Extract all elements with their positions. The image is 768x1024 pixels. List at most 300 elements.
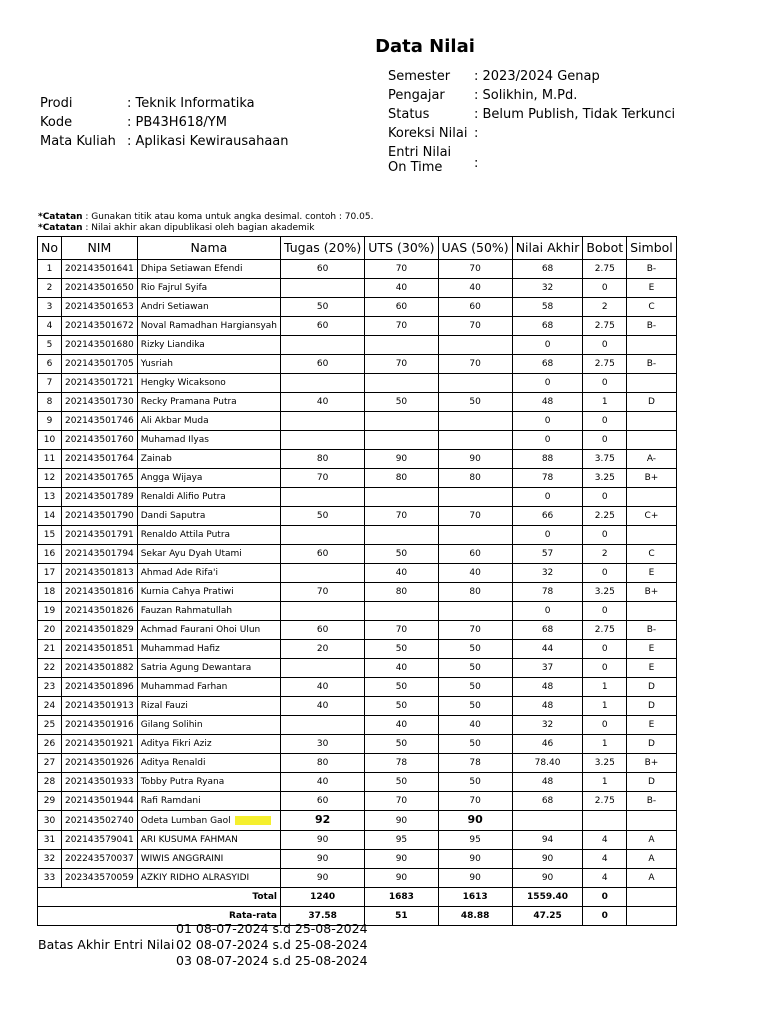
cell-value: Muhamad Ilyas [140,435,209,445]
cell-bobot [583,583,627,602]
cell-value: 26 [43,739,56,749]
cell-value: 8 [46,397,53,407]
cell-uts[interactable] [365,850,438,869]
cell-no [38,754,62,773]
cell-uts[interactable] [365,298,438,317]
cell-value: Ali Akbar Muda [140,416,209,426]
info-label-line1: Entri Nilai [388,145,452,160]
cell-bobot [583,507,627,526]
cell-value: 16 [43,549,56,559]
cell-tugas[interactable] [281,621,365,640]
cell-nama [137,260,280,279]
cell-value: 202143501721 [65,378,134,388]
cell-value: 202143501882 [65,663,134,673]
cell-nilai-akhir [512,678,583,697]
cell-nim [62,659,138,678]
cell-uas[interactable] [438,260,512,279]
cell-nim [62,735,138,754]
cell-uas[interactable] [438,640,512,659]
cell-uts[interactable] [365,279,438,298]
cell-value: Renaldi Alifio Putra [140,492,226,502]
cell-no [38,393,62,412]
cell-bobot [583,831,627,850]
cell-simbol [627,678,677,697]
table-row [38,831,677,850]
cell-tugas[interactable] [281,393,365,412]
cell-simbol [627,869,677,888]
cell-no [38,602,62,621]
cell-value: 3.25 [594,758,615,768]
cell-bobot [583,545,627,564]
cell-uas[interactable] [438,298,512,317]
cell-uas[interactable] [438,792,512,811]
cell-value: 202143501730 [65,397,134,407]
cell-value: 20 [43,625,56,635]
cell-tugas[interactable] [281,279,365,298]
cell-uas[interactable] [438,583,512,602]
cell-value: 29 [43,796,56,806]
cell-no [38,869,62,888]
cell-value: E [648,720,655,730]
cell-value: 66 [541,511,554,521]
cell-nama [137,602,280,621]
summary-value: 47.25 [512,907,583,926]
cell-simbol [627,754,677,773]
cell-uas[interactable] [438,716,512,735]
cell-tugas[interactable] [281,773,365,792]
cell-value: 30 [316,739,329,749]
cell-nim [62,431,138,450]
note-line [38,223,373,234]
cell-simbol [627,488,677,507]
cell-value: 50 [469,739,481,749]
cell-simbol [627,583,677,602]
info-label: Status [388,107,430,122]
cell-tugas[interactable] [281,507,365,526]
cell-value: 78 [541,587,554,597]
table-row [38,659,677,678]
cell-tugas[interactable] [281,640,365,659]
cell-value: 50 [316,302,329,312]
cell-uas[interactable] [438,412,512,431]
cell-uts[interactable] [365,431,438,450]
cell-value: Satria Agung Dewantara [140,663,252,673]
cell-value: 40 [395,568,408,578]
cell-value: 46 [541,739,554,749]
table-row [38,640,677,659]
cell-value: Rizky Liandika [140,340,205,350]
cell-value: A- [646,454,657,464]
cell-tugas[interactable] [281,374,365,393]
cell-tugas[interactable] [281,526,365,545]
cell-value: 95 [395,835,408,845]
cell-value: 202143501896 [65,682,134,692]
cell-uas[interactable] [438,317,512,336]
cell-uts[interactable] [365,678,438,697]
cell-uas[interactable] [438,773,512,792]
cell-bobot [583,450,627,469]
cell-uas[interactable] [438,507,512,526]
cell-value: 2.25 [594,511,615,521]
cell-nilai-akhir [512,393,583,412]
cell-value: Yusriah [140,359,173,369]
cell-nilai-akhir [512,811,583,831]
cell-uas[interactable] [438,488,512,507]
cell-value: 202143501760 [65,435,134,445]
cell-nim [62,697,138,716]
summary-value: 1683 [365,888,438,907]
cell-no [38,773,62,792]
cell-value: Renaldo Attila Putra [140,530,231,540]
cell-nilai-akhir [512,317,583,336]
cell-value: 32 [541,720,554,730]
cell-tugas[interactable] [281,716,365,735]
cell-no [38,792,62,811]
cell-uts[interactable] [365,640,438,659]
cell-tugas[interactable] [281,678,365,697]
cell-tugas[interactable] [281,469,365,488]
cell-uas[interactable] [438,621,512,640]
cell-bobot [583,773,627,792]
cell-no [38,811,62,831]
cell-value: 0 [544,416,551,426]
cell-uts[interactable] [365,336,438,355]
cell-value: Noval Ramadhan Hargiansyah [140,321,278,331]
cell-uas[interactable] [438,831,512,850]
cell-value: AZKIY RIDHO ALRASYIDI [140,873,250,883]
cell-nama [137,507,280,526]
cell-uts[interactable] [365,773,438,792]
cell-value: B+ [644,473,659,483]
cell-uts[interactable] [365,754,438,773]
cell-value: 2.75 [594,264,615,274]
cell-value: Dandi Saputra [140,511,206,521]
cell-value: 90 [395,815,408,826]
cell-uts[interactable] [365,659,438,678]
cell-value: 202143579041 [65,835,134,845]
cell-tugas[interactable] [281,792,365,811]
cell-value: 78.40 [534,758,561,768]
cell-tugas[interactable] [281,831,365,850]
cell-tugas[interactable] [281,869,365,888]
cell-value: 2 [601,302,608,312]
column-header: No [38,237,62,260]
cell-value: 3 [46,302,53,312]
cell-nilai-akhir [512,792,583,811]
cell-uts[interactable] [365,317,438,336]
cell-nilai-akhir [512,298,583,317]
cell-simbol [627,298,677,317]
cell-simbol [627,545,677,564]
cell-value: 11 [43,454,56,464]
cell-uts[interactable] [365,869,438,888]
cell-tugas[interactable] [281,583,365,602]
summary-value: 37.58 [281,907,365,926]
cell-nama [137,336,280,355]
cell-value: 50 [395,701,408,711]
cell-uas[interactable] [438,811,512,831]
cell-nama [137,831,280,850]
cell-value: 40 [469,568,481,578]
cell-uas[interactable] [438,336,512,355]
cell-value: C+ [644,511,659,521]
cell-nama [137,697,280,716]
cell-value: Zainab [140,454,172,464]
cell-value: Rio Fajrul Syifa [140,283,208,293]
cell-tugas[interactable] [281,298,365,317]
cell-uts[interactable] [365,526,438,545]
cell-uts[interactable] [365,583,438,602]
cell-uas[interactable] [438,393,512,412]
cell-value: 24 [43,701,56,711]
cell-value: 90 [541,873,554,883]
cell-value: A [648,835,655,845]
cell-nama [137,431,280,450]
cell-tugas[interactable] [281,336,365,355]
cell-tugas[interactable] [281,735,365,754]
cell-nama [137,393,280,412]
cell-value: 48 [541,701,554,711]
cell-nilai-akhir [512,697,583,716]
cell-simbol [627,260,677,279]
cell-value: E [648,568,655,578]
cell-value: 68 [541,796,554,806]
cell-value: 50 [316,511,329,521]
cell-uts[interactable] [365,564,438,583]
table-row [38,469,677,488]
cell-value: 1 [601,777,608,787]
table-row [38,773,677,792]
cell-value: 94 [541,835,554,845]
cell-tugas[interactable] [281,850,365,869]
cell-uas[interactable] [438,526,512,545]
cell-value: 50 [395,739,408,749]
cell-uas[interactable] [438,431,512,450]
cell-nim [62,488,138,507]
cell-uts[interactable] [365,792,438,811]
cell-bobot [583,792,627,811]
cell-uts[interactable] [365,831,438,850]
cell-value: 33 [43,873,56,883]
cell-value: 50 [469,777,481,787]
cell-value: 70 [395,796,408,806]
cell-nim [62,583,138,602]
cell-nama [137,640,280,659]
cell-tugas[interactable] [281,260,365,279]
cell-value: 22 [43,663,56,673]
cell-uas[interactable] [438,697,512,716]
notes [38,212,373,233]
cell-simbol [627,659,677,678]
cell-uas[interactable] [438,374,512,393]
cell-uts[interactable] [365,393,438,412]
cell-value: 25 [43,720,56,730]
cell-bobot [583,735,627,754]
cell-tugas[interactable] [281,697,365,716]
cell-uts[interactable] [365,450,438,469]
cell-uts[interactable] [365,488,438,507]
cell-value: 40 [395,720,408,730]
cell-value: 50 [395,777,408,787]
note-line [38,212,373,223]
cell-bobot [583,697,627,716]
cell-tugas[interactable] [281,659,365,678]
cell-value: 60 [469,549,481,559]
table-row [38,355,677,374]
cell-value: 80 [395,473,408,483]
cell-uts[interactable] [365,374,438,393]
cell-uas[interactable] [438,602,512,621]
note-label: *Catatan [38,212,83,222]
cell-value: 202243570037 [65,854,134,864]
cell-nim [62,336,138,355]
cell-uts[interactable] [365,811,438,831]
cell-value: 80 [395,587,408,597]
cell-uts[interactable] [365,469,438,488]
cell-nilai-akhir [512,545,583,564]
table-row [38,317,677,336]
cell-nama [137,450,280,469]
cell-nilai-akhir [512,431,583,450]
cell-nim [62,811,138,831]
cell-uas[interactable] [438,869,512,888]
cell-uas[interactable] [438,450,512,469]
cell-simbol [627,697,677,716]
table-row [38,716,677,735]
cell-value: 70 [469,359,481,369]
info-label: Pengajar [388,88,445,103]
cell-value: 19 [43,606,56,616]
cell-value: 202343570059 [65,873,134,883]
cell-no [38,412,62,431]
cell-value: 0 [601,663,608,673]
cell-nim [62,393,138,412]
cell-value: 40 [469,283,481,293]
cell-value: 78 [395,758,408,768]
cell-uts[interactable] [365,621,438,640]
cell-nim [62,374,138,393]
cell-value: Hengky Wicaksono [140,378,226,388]
info-label: Koreksi Nilai [388,126,468,141]
table-row [38,260,677,279]
cell-nim [62,260,138,279]
cell-value: 15 [43,530,56,540]
highlight-mark [235,816,271,825]
cell-tugas[interactable] [281,488,365,507]
table-row [38,754,677,773]
cell-nim [62,792,138,811]
cell-uas[interactable] [438,850,512,869]
table-row [38,488,677,507]
cell-value: 202143501650 [65,283,134,293]
cell-value: 202143501851 [65,644,134,654]
cell-uts[interactable] [365,412,438,431]
cell-value: 60 [316,625,329,635]
cell-value: 4 [601,873,608,883]
column-header: NIM [62,237,138,260]
cell-value: Ahmad Ade Rifa'i [140,568,218,578]
cell-uts[interactable] [365,602,438,621]
cell-nama [137,469,280,488]
cell-value: 1 [46,264,53,274]
cell-value: 202143501794 [65,549,134,559]
table-row [38,869,677,888]
cell-value: 40 [316,397,329,407]
cell-tugas[interactable] [281,431,365,450]
cell-tugas[interactable] [281,602,365,621]
cell-uas[interactable] [438,659,512,678]
table-header-row [38,237,677,260]
cell-tugas[interactable] [281,545,365,564]
cell-no [38,545,62,564]
cell-uas[interactable] [438,735,512,754]
column-header: Nama [137,237,280,260]
cell-nilai-akhir [512,355,583,374]
cell-value: 57 [541,549,554,559]
table-row [38,564,677,583]
info-label: Prodi [40,96,73,111]
cell-uts[interactable] [365,716,438,735]
cell-nim [62,640,138,659]
cell-uas[interactable] [438,564,512,583]
cell-value: B+ [644,758,659,768]
cell-uas[interactable] [438,754,512,773]
cell-tugas[interactable] [281,355,365,374]
cell-tugas[interactable] [281,317,365,336]
cell-bobot [583,850,627,869]
cell-value: 0 [601,492,608,502]
cell-uts[interactable] [365,735,438,754]
info-row-prodi [40,96,288,115]
cell-tugas[interactable] [281,412,365,431]
cell-value: 60 [316,796,329,806]
cell-value: 90 [316,835,329,845]
cell-tugas[interactable] [281,811,365,831]
cell-tugas[interactable] [281,564,365,583]
cell-value: 32 [43,854,56,864]
cell-uas[interactable] [438,469,512,488]
cell-uts[interactable] [365,697,438,716]
cell-value: 202143501641 [65,264,134,274]
cell-no [38,735,62,754]
cell-nilai-akhir [512,260,583,279]
cell-tugas[interactable] [281,450,365,469]
cell-value: 80 [469,473,481,483]
cell-value: 78 [541,473,554,483]
cell-value: 60 [469,302,481,312]
cell-uas[interactable] [438,678,512,697]
cell-uts[interactable] [365,507,438,526]
cell-simbol [627,621,677,640]
cell-uts[interactable] [365,355,438,374]
cell-value: D [647,777,655,787]
cell-uts[interactable] [365,545,438,564]
cell-tugas[interactable] [281,754,365,773]
cell-simbol [627,450,677,469]
cell-nim [62,831,138,850]
cell-uas[interactable] [438,545,512,564]
cell-value: C [648,302,655,312]
cell-nilai-akhir [512,279,583,298]
cell-nama [137,583,280,602]
cell-value: 32 [541,568,554,578]
cell-uas[interactable] [438,279,512,298]
cell-value: 1 [601,701,608,711]
cell-value: 80 [316,454,329,464]
cell-uts[interactable] [365,260,438,279]
cell-uas[interactable] [438,355,512,374]
cell-value: 0 [544,492,551,502]
